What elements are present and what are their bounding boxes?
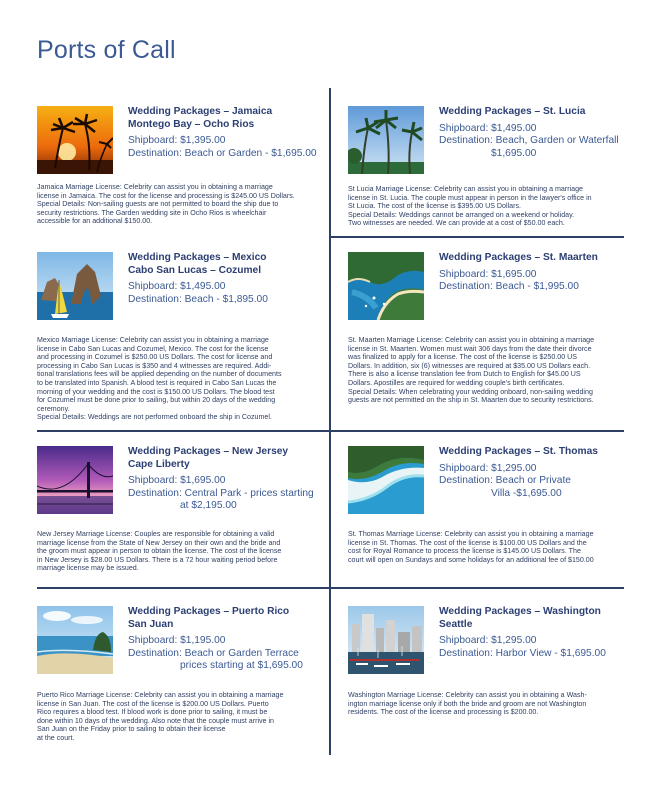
package-title: Wedding Packages – Puerto Rico San Juan xyxy=(128,606,290,630)
license-text-line: Two witnesses are needed. We can provide at a cost of $50.00 each. xyxy=(348,219,565,228)
license-details xyxy=(37,183,329,226)
license-details xyxy=(37,336,329,422)
row-divider xyxy=(37,587,624,589)
license-text-line: cost for Royal Romance to process the license is $145.00 US Dollars. The xyxy=(348,547,581,556)
license-details xyxy=(348,336,640,405)
license-details xyxy=(348,691,640,717)
shipboard-price: Shipboard: $1,295.00 xyxy=(439,462,537,474)
license-text-line: Washington Marriage License: Celebrity can assist you in obtaining a Wash- xyxy=(348,691,587,699)
package-title: Wedding Packages – New Jersey Cape Liberty xyxy=(128,446,289,470)
license-text-line: accessible for an additional $150.00. xyxy=(37,217,153,226)
license-text-line: license in Cabo San Lucas and Cozumel, Mexico. The cost for the license xyxy=(37,344,269,353)
license-text-line: marriage license from the State of New Jersey on their own and the bride and xyxy=(37,538,281,547)
shipboard-price: Shipboard: $1,695.00 xyxy=(439,268,537,280)
destination-price: Destination: Beach, Garden or Waterfall $1,695.00 xyxy=(439,135,619,159)
license-details xyxy=(37,691,329,743)
license-text-line: San Juan on the Friday prior to sailing to obtain their license xyxy=(37,725,226,734)
license-text-line: St Lucia Marriage License: Celebrity can assist you in obtaining a marriage xyxy=(348,185,584,193)
sunset-palm-trees-photo xyxy=(37,106,113,174)
license-details xyxy=(37,530,329,573)
license-text-line: Special Details: Non-sailing guests are not permitted to board the ship due to xyxy=(37,200,279,209)
package-title: Wedding Packages – St. Thomas xyxy=(439,446,598,457)
license-text-line: marriage license may be issued. xyxy=(37,564,139,573)
license-details xyxy=(348,530,640,564)
license-text-line: for Cozumel must be done prior to sailing, but within 20 days of the wedding xyxy=(37,396,276,405)
license-text-line: Mexico Marriage License: Celebrity can assist you in obtaining a marriage xyxy=(37,336,269,344)
license-text-line: residents. The cost of the license and processing is $200.00. xyxy=(348,708,539,717)
license-text-line: There is also a license translation fee from Dutch to English for $45.00 US xyxy=(348,370,581,379)
license-text-line: at the court. xyxy=(37,733,75,742)
license-text-line: to be translated into Spanish. A blood test is required in Cabo San Lucas the xyxy=(37,378,277,387)
destination-price: Destination: Harbor View - $1,695.00 xyxy=(439,647,606,659)
license-text-line: New Jersey Marriage License: Couples are responsible for obtaining a valid xyxy=(37,530,275,538)
package-title: Wedding Packages – St. Lucia xyxy=(439,106,586,117)
license-text-line: tional translations fees will be applied depending on the number of documents xyxy=(37,370,282,379)
license-text-line: and processing in Cozumel is $250.00 US Dollars. The cost for license and xyxy=(37,353,273,362)
row-divider xyxy=(330,236,624,238)
license-text-line: the groom must appear in person to obtain the license. The cost of the license xyxy=(37,547,282,556)
shipboard-price: Shipboard: $1,295.00 xyxy=(439,635,537,646)
license-text-line: guests are not permitted on the ship in St. Maarten due to security restrictions. xyxy=(348,396,594,405)
license-text-line: license in St. Thomas. The cost of the license is $100.00 US Dollars and the xyxy=(348,538,587,547)
license-text-line: in New Jersey is $28.00 US Dollars. There is a 72 hour waiting period before xyxy=(37,555,278,564)
license-text-line: ceremony. xyxy=(37,404,70,413)
license-text-line: license in Jamaica. The cost for the license and processing is $245.00 US Dollars. xyxy=(37,191,295,200)
page-title: Ports of Call xyxy=(37,36,176,64)
license-text-line: Jamaica Marriage License: Celebrity can assist you in obtaining a marriage xyxy=(37,183,273,191)
license-text-line: court will open on Sundays and some holidays for an additional fee of $150.00 xyxy=(348,555,594,564)
shipboard-price: Shipboard: $1,395.00 xyxy=(128,135,226,146)
license-details xyxy=(348,185,640,228)
license-text-line: St Lucia. The cost of the license is $395.00 US Dollars. xyxy=(348,202,521,211)
destination-price: Destination: Beach or Garden - $1,695.00 xyxy=(128,147,317,159)
license-text-line: Special Details: When celebrating your wedding onboard, non-sailing wedding xyxy=(348,387,593,396)
license-text-line: St. Thomas Marriage License: Celebrity can assist you in obtaining a marriage xyxy=(348,530,594,538)
destination-price: Destination: Beach - $1,895.00 xyxy=(128,293,268,305)
package-title: Wedding Packages – Jamaica Montego Bay – Ocho Rios xyxy=(128,106,273,130)
bridge-sunset-photo xyxy=(37,446,113,514)
license-text-line: done within 10 days of the wedding. Also note that the couple must arrive in xyxy=(37,716,274,725)
license-text-line: license in St. Lucia. The couple must appear in person in the lawyer's office in xyxy=(348,193,592,202)
license-text-line: ington marriage license only if both the bride and groom are not Washington xyxy=(348,699,587,708)
destination-price: Destination: Beach or Private Villa -$1,695.00 xyxy=(439,475,571,499)
row-divider xyxy=(37,430,624,432)
destination-price: Destination: Beach or Garden Terrace prices starting at $1,695.00 xyxy=(128,647,303,671)
package-title: Wedding Packages – St. Maarten xyxy=(439,252,598,263)
seattle-harbor-photo xyxy=(348,606,424,674)
package-title: Wedding Packages – Mexico Cabo San Lucas – Cozumel xyxy=(128,252,267,276)
license-text-line: Rico requires a blood test. If blood work is done prior to sailing, it must be xyxy=(37,708,268,717)
aerial-bay-photo xyxy=(348,252,424,320)
shipboard-price: Shipboard: $1,695.00 xyxy=(128,475,226,486)
license-text-line: was finalized to apply for a license. The cost of the license is $250.00 US xyxy=(348,353,577,362)
package-title: Wedding Packages – Washington Seattle xyxy=(439,606,601,630)
shipboard-price: Shipboard: $1,495.00 xyxy=(128,281,226,292)
coastline-beach-photo xyxy=(348,446,424,514)
column-divider xyxy=(329,88,331,755)
cabo-arch-sailboat-photo xyxy=(37,252,113,320)
destination-price: Destination: Beach - $1,995.00 xyxy=(439,281,579,292)
license-text-line: St. Maarten Marriage License: Celebrity can assist you in obtaining a marriage xyxy=(348,336,595,344)
license-text-line: processing in Cabo San Lucas is $350 and 4 witnesses are required. Addi- xyxy=(37,361,272,370)
license-text-line: Special Details: Weddings cannot be arranged on a weekend or holiday. xyxy=(348,210,575,219)
license-text-line: Special Details: Weddings are not performed onboard the ship in Cozumel. xyxy=(37,413,272,422)
license-text-line: security restrictions. The Garden wedding site in Ocho Rios is wheelchair xyxy=(37,208,267,217)
shipboard-price: Shipboard: $1,195.00 xyxy=(128,635,226,646)
license-text-line: license in St. Maarten. Women must wait 306 days from the date their divorce xyxy=(348,344,592,353)
license-text-line: morning of your wedding and the cost is $150.00 US Dollars. The blood test xyxy=(37,387,275,396)
license-text-line: Dollars. Apostilles are required for wedding couple's birth certificates. xyxy=(348,378,565,387)
beach-rock-photo xyxy=(37,606,113,674)
license-text-line: Puerto Rico Marriage License: Celebrity can assist you in obtaining a marriage xyxy=(37,691,284,699)
shipboard-price: Shipboard: $1,495.00 xyxy=(439,122,537,134)
license-text-line: Dollars. In addition, six (6) witnesses are required at $35.00 US Dollars each. xyxy=(348,361,591,370)
palm-trees-sky-photo xyxy=(348,106,424,174)
destination-price: Destination: Central Park - prices starting at $2,195.00 xyxy=(128,487,314,511)
license-text-line: license in San Juan. The cost of the license is $200.00 US Dollars. Puerto xyxy=(37,699,269,708)
